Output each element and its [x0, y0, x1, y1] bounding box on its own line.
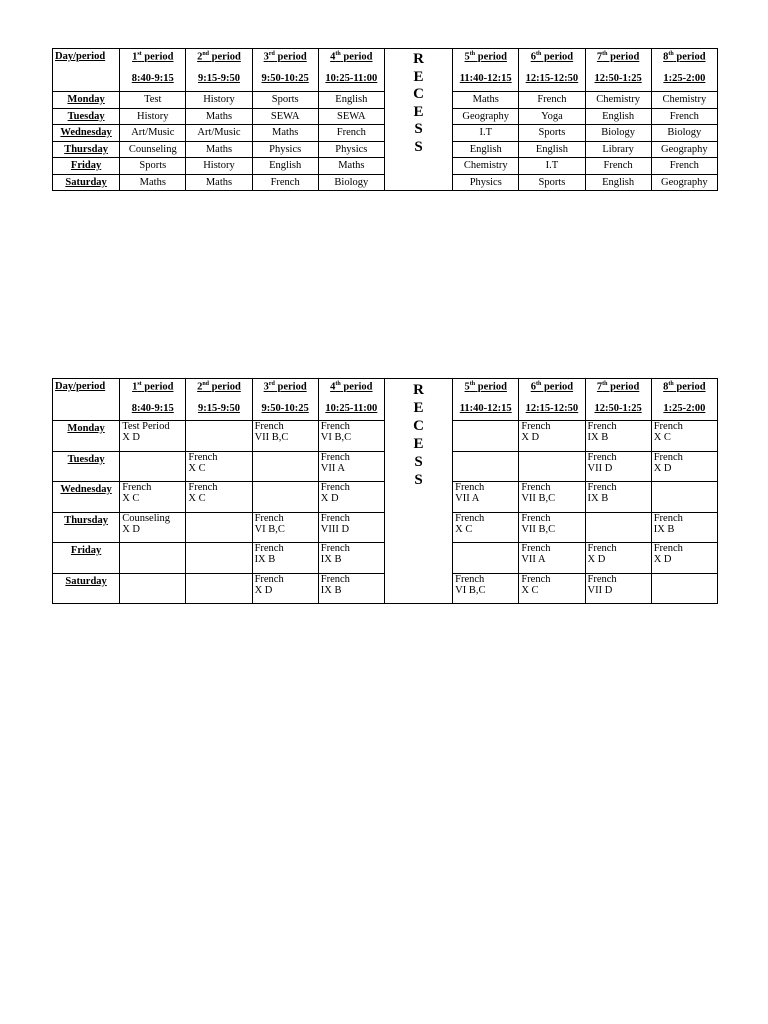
period-header	[186, 49, 252, 92]
cell-subject: French	[320, 512, 350, 524]
period-time: 11:40-12:15	[459, 72, 512, 84]
period-label: 1st period	[132, 381, 174, 393]
day-name: Friday	[53, 158, 120, 175]
timetable-cell: History	[120, 108, 186, 125]
cell-class: X C	[455, 523, 473, 535]
period-header	[585, 379, 651, 421]
cell-subject: French	[122, 482, 152, 493]
period-time: 9:50-10:25	[261, 402, 309, 414]
timetable-cell	[651, 573, 717, 604]
period-label: 7th period	[596, 51, 640, 63]
timetable-cell: French	[252, 174, 318, 191]
cell-subject: French	[320, 421, 350, 432]
recess-letter: C	[413, 86, 424, 102]
recess-letter: S	[414, 472, 423, 488]
cell-class: X D	[254, 584, 273, 596]
timetable-cell: History	[186, 158, 252, 175]
header-row	[53, 49, 718, 92]
timetable-cell	[318, 451, 384, 482]
cell-class: VII B,C	[254, 432, 289, 443]
cell-class: VII B,C	[521, 493, 556, 504]
timetable-cell: Chemistry	[585, 92, 651, 109]
timetable-cell: Maths	[186, 108, 252, 125]
cell-class: X C	[188, 493, 206, 504]
cell-class: IX B	[587, 493, 609, 504]
cell-subject: French	[254, 421, 284, 432]
cell-subject: French	[188, 451, 218, 463]
cell-class: X D	[320, 493, 339, 504]
cell-class: IX B	[653, 523, 675, 535]
period-label: 4th period	[330, 51, 373, 63]
timetable-cell	[252, 451, 318, 482]
timetable-cell: Physics	[453, 174, 519, 191]
period-time: 1:25-2:00	[663, 402, 706, 414]
cell-class: IX B	[587, 432, 609, 443]
period-time: 9:50-10:25	[261, 72, 309, 84]
timetable-cell	[186, 543, 252, 574]
timetable-cell: Maths	[453, 92, 519, 109]
period-time: 8:40-9:15	[131, 402, 174, 414]
timetable-cell	[519, 421, 585, 452]
timetable-cell	[651, 482, 717, 513]
day-name: Thursday	[53, 141, 120, 158]
cell-subject: French	[320, 543, 350, 554]
period-label: 2nd period	[197, 51, 241, 63]
timetable-cell: Test	[120, 92, 186, 109]
header-day-period: Day/period	[53, 49, 120, 92]
cell-class: VII A	[320, 462, 345, 474]
timetable-cell	[252, 482, 318, 513]
period-time: 1:25-2:00	[663, 72, 706, 84]
recess-column	[384, 379, 452, 604]
timetable-cell: French	[585, 158, 651, 175]
timetable-cell	[120, 421, 186, 452]
recess-letter: E	[413, 400, 424, 416]
cell-class: X D	[653, 462, 672, 474]
timetable-cell	[651, 543, 717, 574]
cell-class: X D	[521, 432, 540, 443]
cell-subject: French	[587, 421, 617, 432]
period-label: 3rd period	[263, 381, 307, 393]
cell-class: VII D	[587, 584, 613, 596]
timetable-cell	[519, 482, 585, 513]
timetable-cell	[318, 543, 384, 574]
header-row	[53, 379, 718, 421]
timetable-cell: Physics	[318, 141, 384, 158]
recess-letter: R	[413, 382, 424, 398]
timetable-cell: English	[453, 141, 519, 158]
cell-class: IX B	[320, 584, 342, 596]
period-label: 7th period	[596, 381, 640, 393]
timetable-cell	[585, 482, 651, 513]
period-time: 11:40-12:15	[459, 402, 512, 414]
teacher-timetable-body	[53, 379, 718, 604]
timetable-cell: Chemistry	[453, 158, 519, 175]
period-header	[453, 49, 519, 92]
period-header	[252, 49, 318, 92]
cell-subject: French	[320, 451, 350, 463]
timetable-cell: Sports	[120, 158, 186, 175]
day-name: Saturday	[53, 573, 120, 604]
timetable-cell: Geography	[453, 108, 519, 125]
timetable-cell	[120, 451, 186, 482]
cell-subject: French	[653, 421, 683, 432]
timetable-cell	[186, 573, 252, 604]
timetable-cell: I.T	[453, 125, 519, 142]
timetable-cell	[651, 451, 717, 482]
cell-subject: French	[521, 573, 551, 585]
timetable-cell	[585, 421, 651, 452]
period-label: 5th period	[464, 381, 507, 393]
cell-subject: French	[653, 543, 683, 554]
cell-subject: French	[254, 573, 284, 585]
cell-subject: French	[455, 482, 485, 493]
timetable-cell	[453, 421, 519, 452]
cell-class: VI B,C	[455, 584, 486, 596]
timetable-cell	[519, 451, 585, 482]
period-header	[120, 49, 186, 92]
timetable-cell: SEWA	[252, 108, 318, 125]
timetable-cell: English	[519, 141, 585, 158]
timetable-cell	[120, 512, 186, 543]
timetable-cell: Biology	[318, 174, 384, 191]
cell-subject: Test Period	[122, 421, 170, 432]
timetable-cell	[453, 451, 519, 482]
timetable-cell: Maths	[120, 174, 186, 191]
timetable-cell: English	[585, 174, 651, 191]
period-header	[453, 379, 519, 421]
cell-class: IX B	[254, 554, 276, 565]
period-time: 9:15-9:50	[197, 72, 240, 84]
period-label: 3rd period	[263, 51, 307, 63]
timetable-cell: French	[519, 92, 585, 109]
timetable-cell	[318, 573, 384, 604]
timetable-cell	[318, 421, 384, 452]
period-header	[651, 379, 717, 421]
period-header	[585, 49, 651, 92]
timetable-cell	[252, 512, 318, 543]
timetable-cell	[453, 543, 519, 574]
timetable-cell	[186, 451, 252, 482]
day-name: Tuesday	[53, 451, 120, 482]
timetable-cell	[252, 421, 318, 452]
period-time: 12:15-12:50	[525, 72, 579, 84]
timetable-cell	[651, 421, 717, 452]
cell-subject: French	[521, 512, 551, 524]
timetable-cell: Sports	[519, 125, 585, 142]
recess-letter: S	[414, 138, 423, 155]
timetable-cell: Sports	[252, 92, 318, 109]
cell-class: X C	[521, 584, 539, 596]
timetable-cell	[453, 512, 519, 543]
period-time: 10:25-11:00	[325, 72, 378, 84]
period-time: 10:25-11:00	[325, 402, 378, 414]
timetable-cell	[519, 543, 585, 574]
period-time: 12:50-1:25	[594, 72, 642, 84]
day-name: Friday	[53, 543, 120, 574]
period-label: 2nd period	[197, 381, 241, 393]
day-name: Wednesday	[53, 125, 120, 142]
recess-letter: S	[414, 121, 423, 137]
timetable-cell: French	[318, 125, 384, 142]
timetable-cell: I.T	[519, 158, 585, 175]
timetable-cell	[186, 421, 252, 452]
timetable-cell: Biology	[585, 125, 651, 142]
timetable-cell	[186, 512, 252, 543]
cell-subject: French	[653, 451, 683, 463]
recess-letter: S	[414, 454, 423, 470]
cell-class: IX B	[320, 554, 342, 565]
period-label: 5th period	[464, 51, 507, 63]
period-label: 8th period	[663, 381, 706, 393]
timetable-cell	[252, 573, 318, 604]
period-time: 9:15-9:50	[197, 402, 240, 414]
cell-subject: French	[587, 482, 617, 493]
timetable-cell: Physics	[252, 141, 318, 158]
period-label: 8th period	[663, 51, 706, 63]
cell-subject: French	[521, 543, 551, 554]
timetable-cell: English	[585, 108, 651, 125]
period-header	[252, 379, 318, 421]
timetable-cell: History	[186, 92, 252, 109]
period-time: 8:40-9:15	[131, 72, 174, 84]
period-label: 4th period	[330, 381, 373, 393]
cell-class: VI B,C	[254, 523, 285, 535]
timetable-cell: Maths	[186, 141, 252, 158]
timetable-cell: English	[252, 158, 318, 175]
recess-letter: E	[413, 103, 424, 120]
cell-class: X D	[587, 554, 606, 565]
timetable-cell	[651, 512, 717, 543]
timetable-cell	[585, 451, 651, 482]
header-day-period: Day/period	[53, 379, 120, 421]
timetable-cell	[585, 543, 651, 574]
cell-class: VII D	[587, 462, 613, 474]
cell-subject: French	[455, 512, 485, 524]
timetable-cell: Counseling	[120, 141, 186, 158]
timetable-cell: Maths	[186, 174, 252, 191]
timetable-cell	[186, 482, 252, 513]
timetable-cell	[519, 573, 585, 604]
day-name: Wednesday	[53, 482, 120, 513]
timetable-cell: English	[318, 92, 384, 109]
day-name: Thursday	[53, 512, 120, 543]
cell-class: X C	[653, 432, 671, 443]
timetable-cell: Geography	[651, 141, 717, 158]
cell-subject: French	[320, 573, 350, 585]
timetable-cell	[585, 573, 651, 604]
cell-subject: French	[188, 482, 218, 493]
period-label: 1st period	[132, 51, 174, 63]
cell-class: X D	[653, 554, 672, 565]
timetable-cell: Art/Music	[186, 125, 252, 142]
period-time: 12:15-12:50	[525, 402, 579, 414]
period-header	[186, 379, 252, 421]
timetable-cell: Yoga	[519, 108, 585, 125]
teacher-timetable	[52, 378, 718, 604]
period-header	[318, 379, 384, 421]
timetable-cell: Biology	[651, 125, 717, 142]
period-header	[519, 49, 585, 92]
recess-column	[384, 49, 452, 191]
cell-subject: French	[455, 573, 485, 585]
day-name: Monday	[53, 421, 120, 452]
class-timetable	[52, 48, 718, 191]
timetable-cell	[318, 512, 384, 543]
cell-class: VII A	[455, 493, 480, 504]
cell-subject: French	[587, 573, 617, 585]
timetable-cell	[252, 543, 318, 574]
timetable-cell	[120, 482, 186, 513]
recess-letter: E	[413, 68, 424, 85]
cell-class: X D	[122, 523, 140, 535]
cell-subject: French	[254, 512, 284, 524]
timetable-cell	[453, 482, 519, 513]
timetable-cell: French	[651, 158, 717, 175]
timetable-cell	[120, 573, 186, 604]
timetable-cell	[318, 482, 384, 513]
cell-subject: French	[521, 482, 551, 493]
timetable-cell: Geography	[651, 174, 717, 191]
cell-class: X C	[122, 493, 140, 504]
period-header	[318, 49, 384, 92]
cell-subject: Counseling	[122, 512, 171, 524]
cell-class: VII A	[521, 554, 546, 565]
timetable-cell	[519, 512, 585, 543]
timetable-cell: SEWA	[318, 108, 384, 125]
recess-letter: E	[413, 436, 424, 452]
cell-class: VI B,C	[320, 432, 352, 443]
period-header	[651, 49, 717, 92]
timetable-cell: Maths	[318, 158, 384, 175]
cell-class: X D	[122, 432, 140, 443]
cell-subject: French	[521, 421, 551, 432]
timetable-cell: Art/Music	[120, 125, 186, 142]
period-time: 12:50-1:25	[594, 402, 642, 414]
cell-class: X C	[188, 462, 206, 474]
period-header	[519, 379, 585, 421]
recess-letter: C	[413, 418, 424, 434]
timetable-cell	[453, 573, 519, 604]
day-name: Tuesday	[53, 108, 120, 125]
period-label: 6th period	[530, 51, 574, 63]
day-name: Saturday	[53, 174, 120, 191]
timetable-cell	[585, 512, 651, 543]
cell-subject: French	[653, 512, 683, 524]
timetable-cell: Sports	[519, 174, 585, 191]
cell-subject: French	[587, 451, 617, 463]
day-name: Monday	[53, 92, 120, 109]
cell-subject: French	[320, 482, 350, 493]
recess-letter: R	[413, 51, 424, 67]
period-header	[120, 379, 186, 421]
timetable-cell: Chemistry	[651, 92, 717, 109]
cell-subject: French	[587, 543, 617, 554]
timetable-cell: French	[651, 108, 717, 125]
class-timetable-body	[53, 49, 718, 191]
cell-class: VIII D	[320, 523, 350, 535]
timetable-cell: Maths	[252, 125, 318, 142]
timetable-cell	[120, 543, 186, 574]
cell-subject: French	[254, 543, 284, 554]
period-label: 6th period	[530, 381, 574, 393]
timetable-cell: Library	[585, 141, 651, 158]
cell-class: VII B,C	[521, 523, 556, 535]
